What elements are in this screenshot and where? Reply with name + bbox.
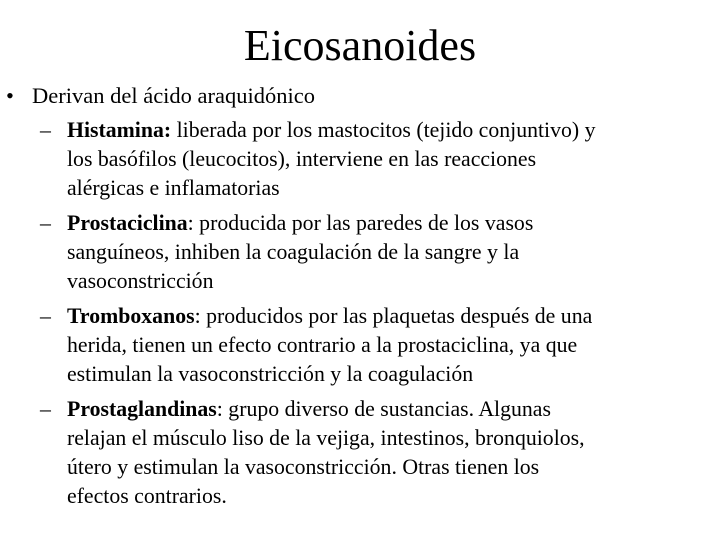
item-line: : grupo diverso de sustancias. Algunas	[216, 397, 551, 421]
term-prostaciclina: Prostaciclina	[67, 211, 188, 235]
term-tromboxanos: Tromboxanos	[67, 304, 195, 328]
item-line: vasoconstricción	[67, 269, 214, 293]
term-histamina: Histamina:	[67, 118, 172, 142]
dash-marker: –	[40, 304, 51, 328]
item-line: útero y estimulan la vasoconstricción. Otras tienen los	[67, 455, 540, 479]
sub-item-prostaciclina	[40, 209, 710, 296]
item-line: los basófilos (leucocitos), interviene en las reacciones	[67, 147, 537, 171]
item-line: : producida por las paredes de los vasos	[187, 211, 534, 235]
bullet-derivan	[6, 82, 315, 110]
sub-item-histamina	[40, 116, 710, 203]
sub-bullet-list	[40, 116, 710, 517]
item-line: alérgicas e inflamatorias	[67, 176, 280, 200]
item-line: efectos contrarios.	[67, 484, 227, 508]
item-line: : producidos por las plaquetas después de una	[194, 304, 593, 328]
item-line: liberada por los mastocitos (tejido conjuntivo) y	[171, 118, 596, 142]
item-line: estimulan la vasoconstricción y la coagulación	[67, 362, 474, 386]
item-line: sanguíneos, inhiben la coagulación de la sangre y la	[67, 240, 520, 264]
bullet-marker: •	[6, 83, 14, 108]
dash-marker: –	[40, 211, 51, 235]
term-prostaglandinas: Prostaglandinas	[67, 397, 217, 421]
slide-title: Eicosanoides	[243, 21, 477, 70]
sub-item-prostaglandinas	[40, 395, 710, 511]
dash-marker: –	[40, 118, 51, 142]
item-line: relajan el músculo liso de la vejiga, intestinos, bronquiolos,	[67, 426, 585, 450]
bullet-text: Derivan del ácido araquidónico	[32, 83, 316, 108]
dash-marker: –	[40, 397, 51, 421]
item-line: herida, tienen un efecto contrario a la prostaciclina, ya que	[67, 333, 578, 357]
sub-item-tromboxanos	[40, 302, 710, 389]
